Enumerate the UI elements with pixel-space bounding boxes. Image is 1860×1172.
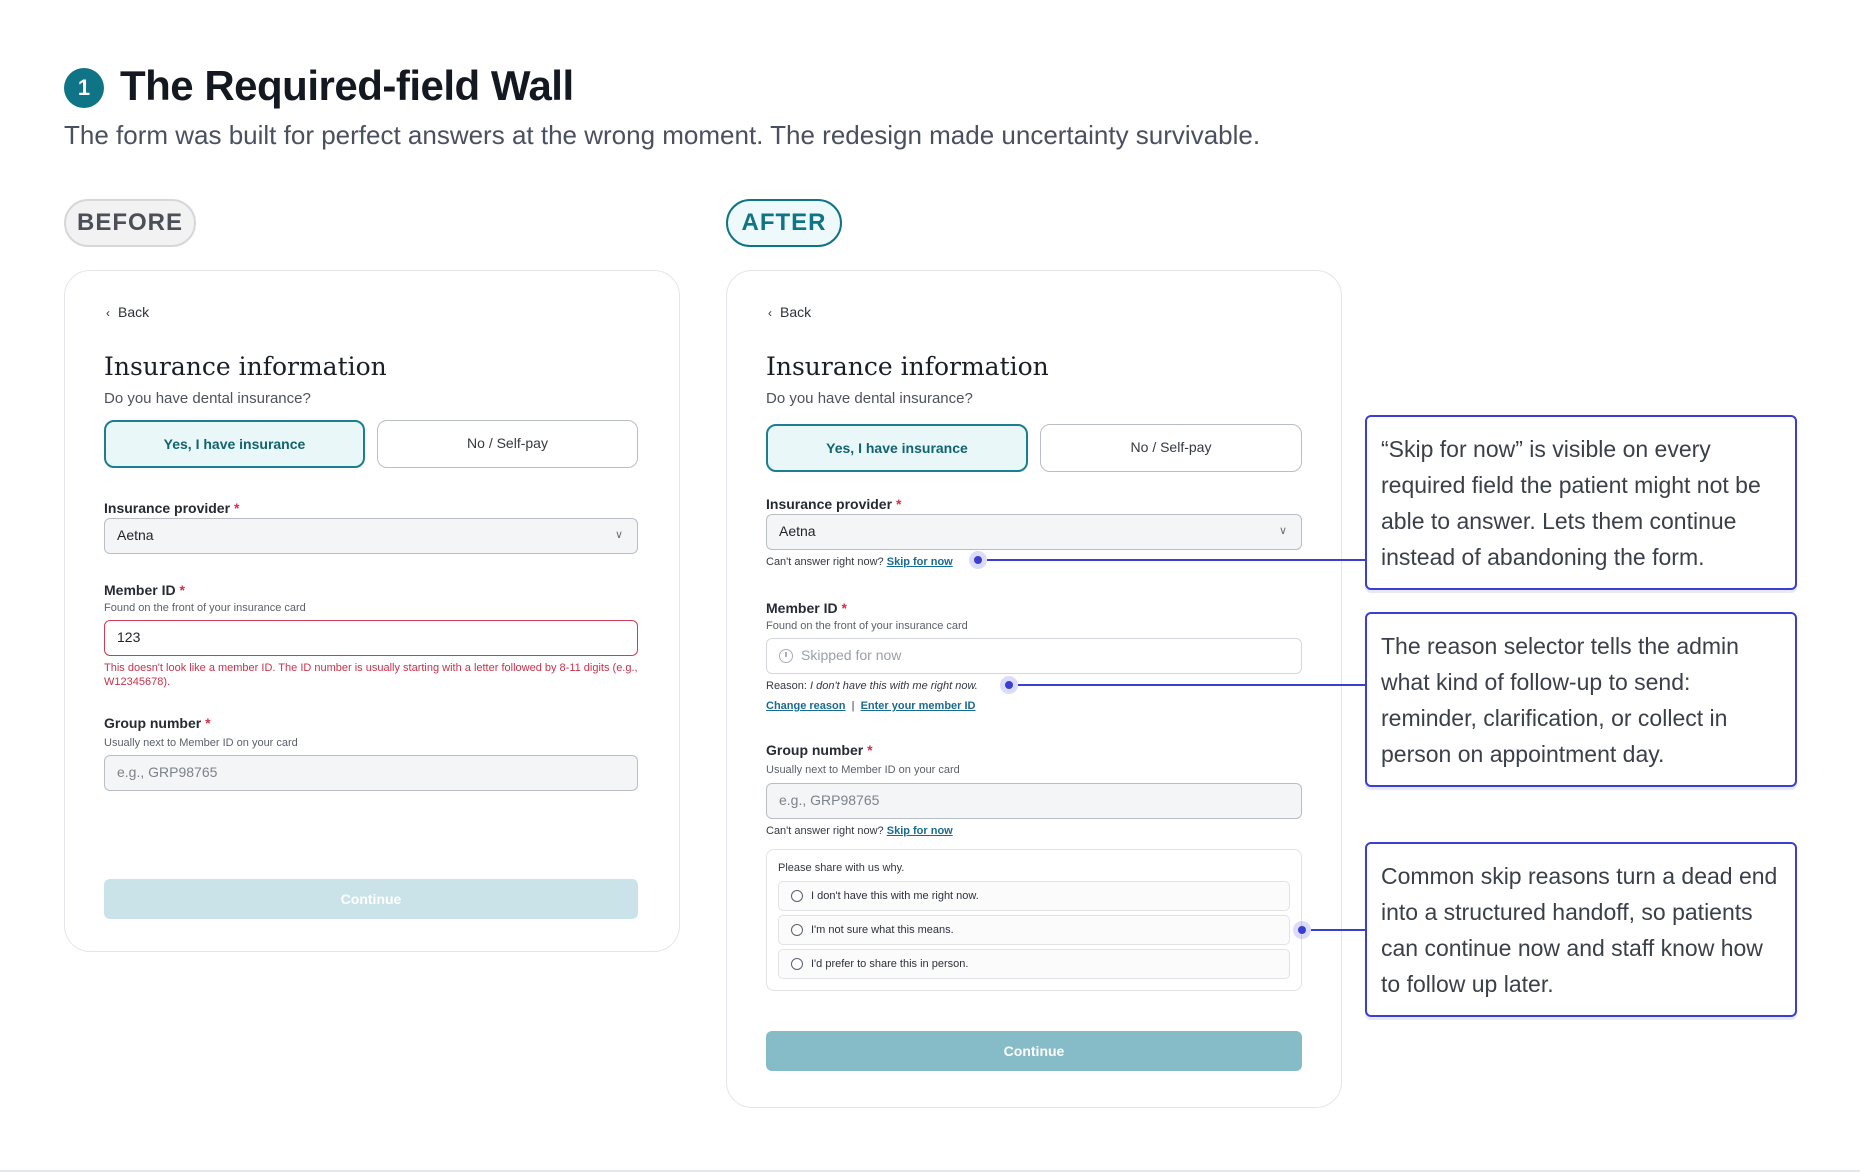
after-back-link[interactable]: ‹ Back <box>768 304 812 320</box>
chevron-left-icon: ‹ <box>106 306 110 320</box>
after-member-reason: Reason: I don't have this with me right now. <box>766 680 978 692</box>
before-yes-option[interactable]: Yes, I have insurance <box>104 420 365 468</box>
after-group-input[interactable]: e.g., GRP98765 <box>766 783 1302 819</box>
chevron-left-icon: ‹ <box>768 306 772 320</box>
radio-icon <box>791 958 803 970</box>
after-member-skipped-field[interactable]: Skipped for now <box>766 638 1302 674</box>
callout-anchor-dot <box>1293 921 1311 939</box>
before-continue-button[interactable]: Continue <box>104 879 638 919</box>
skip-for-now-link[interactable]: Skip for now <box>886 556 953 568</box>
skip-reason-option[interactable]: I'm not sure what this means. <box>778 915 1290 945</box>
before-provider-select[interactable]: Aetna ∨ <box>104 518 638 554</box>
after-no-option[interactable]: No / Self-pay <box>1040 424 1302 472</box>
after-member-actions: Change reason | Enter your member ID <box>766 700 976 712</box>
radio-icon <box>791 890 803 902</box>
before-label: BEFORE <box>64 199 196 247</box>
before-member-hint: Found on the front of your insurance card <box>104 602 306 614</box>
after-label: AFTER <box>726 199 842 247</box>
before-group-input[interactable]: e.g., GRP98765 <box>104 755 638 791</box>
change-reason-link[interactable]: Change reason <box>766 700 846 712</box>
callout-connector-line <box>1018 684 1365 686</box>
after-heading: Insurance information <box>766 352 1049 381</box>
after-provider-skip-row: Can't answer right now? Skip for now <box>766 556 953 568</box>
callout-reason-selector: The reason selector tells the admin what kind of follow-up to send: reminder, clarification, or collect in person on appointment day. <box>1365 612 1797 787</box>
callout-skip-reasons: Common skip reasons turn a dead end into a structured handoff, so patients can continue now and staff know how to follow up later. <box>1365 842 1797 1017</box>
after-provider-label: Insurance provider * <box>766 496 902 512</box>
after-member-hint: Found on the front of your insurance card <box>766 620 968 632</box>
before-question: Do you have dental insurance? <box>104 390 311 407</box>
skip-reason-option[interactable]: I don't have this with me right now. <box>778 881 1290 911</box>
after-group-label: Group number * <box>766 742 873 758</box>
before-heading: Insurance information <box>104 352 387 381</box>
after-question: Do you have dental insurance? <box>766 390 973 407</box>
after-yes-option[interactable]: Yes, I have insurance <box>766 424 1028 472</box>
callout-connector-line <box>1311 929 1365 931</box>
step-number-badge: 1 <box>64 68 104 108</box>
before-group-hint: Usually next to Member ID on your card <box>104 737 298 749</box>
before-member-input[interactable]: 123 <box>104 620 638 656</box>
after-provider-select[interactable]: Aetna ∨ <box>766 514 1302 550</box>
callout-anchor-dot <box>969 551 987 569</box>
page-title: The Required-field Wall <box>120 62 574 109</box>
skip-reason-prompt: Please share with us why. <box>778 862 905 874</box>
callout-connector-line <box>987 559 1365 561</box>
clock-icon <box>779 649 793 663</box>
before-member-error: This doesn't look like a member ID. The ID number is usually starting with a letter followed by 8-11 digits (e.g., W12345678). <box>104 662 638 688</box>
chevron-down-icon: ∨ <box>614 529 623 541</box>
before-group-label: Group number * <box>104 715 211 731</box>
callout-anchor-dot <box>1000 676 1018 694</box>
before-provider-label: Insurance provider * <box>104 500 240 516</box>
skip-reason-option[interactable]: I'd prefer to share this in person. <box>778 949 1290 979</box>
before-member-label: Member ID * <box>104 582 185 598</box>
after-continue-button[interactable]: Continue <box>766 1031 1302 1071</box>
chevron-down-icon: ∨ <box>1278 525 1287 537</box>
before-no-option[interactable]: No / Self-pay <box>377 420 638 468</box>
before-back-link[interactable]: ‹ Back <box>106 304 150 320</box>
after-group-hint: Usually next to Member ID on your card <box>766 764 960 776</box>
after-group-skip-row: Can't answer right now? Skip for now <box>766 825 953 837</box>
skip-for-now-link[interactable]: Skip for now <box>886 825 953 837</box>
radio-icon <box>791 924 803 936</box>
callout-skip-for-now: “Skip for now” is visible on every required field the patient might not be able to answer. Lets them continue instead of abandoning the form. <box>1365 415 1797 590</box>
after-member-label: Member ID * <box>766 600 847 616</box>
page-subtitle: The form was built for perfect answers at the wrong moment. The redesign made uncertainty survivable. <box>64 120 1261 150</box>
enter-member-id-link[interactable]: Enter your member ID <box>860 700 976 712</box>
